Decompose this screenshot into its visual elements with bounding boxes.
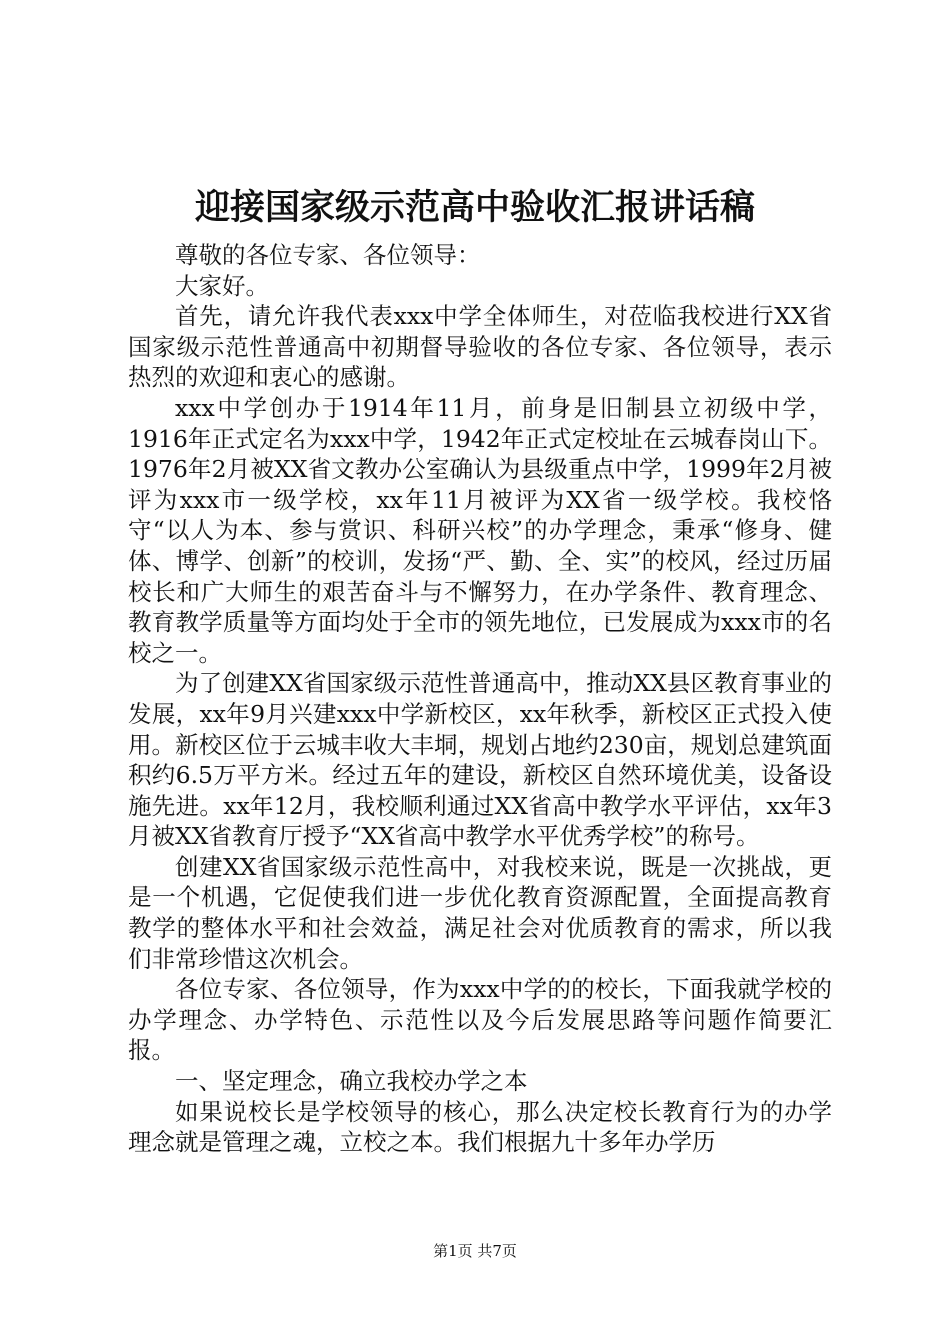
document-title: 迎接国家级示范高中验收汇报讲话稿 <box>194 187 755 228</box>
section-heading-1: 一、坚定理念，确立我校办学之本 <box>175 1067 528 1096</box>
paragraph-welcome: 首先，请允许我代表xxx中学全体师生，对莅临我校进行XX省国家级示范性普通高中初期督导验收的各位专家、各位领导，表示热烈的欢迎和衷心的感谢。 <box>128 302 832 392</box>
page-number-footer: 第1页 共7页 <box>433 1242 517 1260</box>
greeting: 大家好。 <box>175 271 269 300</box>
paragraph-report-intro: 各位专家、各位领导，作为xxx中学的的校长，下面我就学校的办学理念、办学特色、示范性以及今后发展思路等问题作简要汇报。 <box>128 975 832 1065</box>
document-body <box>128 240 832 1158</box>
paragraph-philosophy: 如果说校长是学校领导的核心，那么决定校长教育行为的办学理念就是管理之魂，立校之本。我们根据九十多年办学历 <box>128 1097 832 1157</box>
paragraph-history: xxx中学创办于1914年11月，前身是旧制县立初级中学，1916年正式定名为xxx中学，1942年正式定校址在云城春岗山下。1976年2月被XX省文教办公室确认为县级重点中学，1999年2月被评为xxx市一级学校，xx年11月被评为XX省一级学校。我校恪守“以人为本、参与赏识、科研兴校”的办学理念，秉承“修身、健体、博学、创新”的校训，发扬“严、勤、全、实”的校风，经过历届校长和广大师生的艰苦奋斗与不懈努力，在办学条件、教育理念、教育教学质量等方面均处于全市的领先地位，已发展成为xxx市的名校之一。 <box>128 393 832 667</box>
salutation: 尊敬的各位专家、各位领导： <box>175 241 481 269</box>
paragraph-new-campus: 为了创建XX省国家级示范性普通高中，推动XX县区教育事业的发展，xx年9月兴建xxx中学新校区，xx年秋季，新校区正式投入使用。新校区位于云城丰收大丰垌，规划占地约230亩，规划总建筑面积约6.5万平方米。经过五年的建设，新校区自然环境优美，设备设施先进。xx年12月，我校顺利通过XX省高中教学水平评估，xx年3月被XX省教育厅授予“XX省高中教学水平优秀学校”的称号。 <box>128 669 832 851</box>
paragraph-opportunity: 创建XX省国家级示范性高中，对我校来说，既是一次挑战，更是一个机遇，它促使我们进一步优化教育资源配置，全面提高教育教学的整体水平和社会效益，满足社会对优质教育的需求，所以我们非常珍惜这次机会。 <box>128 852 832 973</box>
